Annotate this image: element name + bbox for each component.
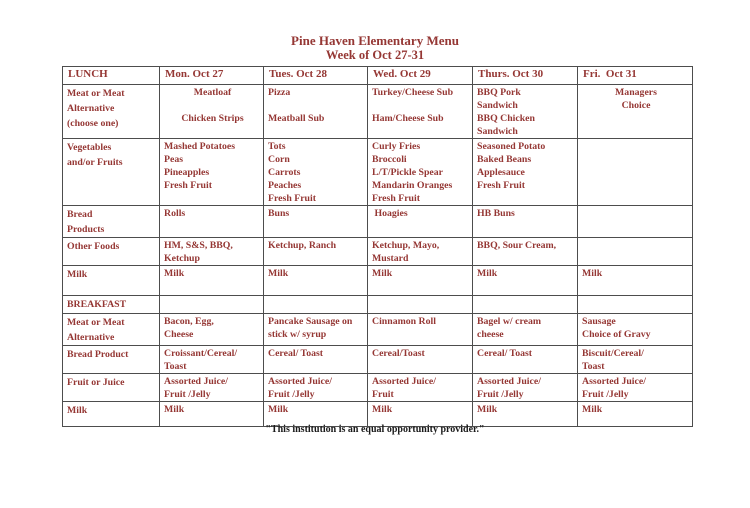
row-label (63, 266, 160, 296)
menu-item-line: BBQ, Sour Cream, (477, 240, 557, 251)
row-label (63, 139, 160, 206)
document-header (0, 33, 750, 62)
menu-cell (578, 266, 693, 296)
menu-cell (473, 374, 578, 402)
menu-cell (473, 238, 578, 266)
menu-item-line: Ham/Cheese Sub (372, 113, 444, 124)
table-row (63, 206, 693, 238)
menu-cell (368, 402, 473, 427)
menu-item-line: Sandwich (477, 126, 518, 137)
menu-cell (473, 266, 578, 296)
menu-cell (473, 402, 578, 427)
row-label (63, 346, 160, 374)
menu-cell (578, 206, 693, 238)
menu-item-line: Fresh Fruit (372, 193, 420, 204)
menu-item-line: Assorted Juice/ (372, 376, 436, 387)
menu-item-line: Peaches (268, 180, 302, 191)
menu-cell (160, 346, 264, 374)
menu-cell (578, 314, 693, 346)
menu-cell (578, 346, 693, 374)
menu-cell (473, 314, 578, 346)
menu-item-line (372, 99, 470, 112)
menu-cell (578, 85, 693, 139)
menu-cell (160, 206, 264, 238)
footer-note: "This institution is an equal opportunity provider." (265, 424, 485, 435)
row-label-line: Other Foods (67, 241, 120, 252)
menu-item-line (268, 99, 365, 112)
menu-cell (368, 314, 473, 346)
menu-item-line: Choice of Gravy (582, 329, 651, 340)
row-label-line: Meat or Meat (67, 88, 125, 99)
menu-item-line: Milk (582, 404, 603, 415)
column-header: Fri. Oct 31 (578, 67, 693, 85)
menu-item-line: Ketchup (164, 253, 200, 264)
menu-cell (368, 374, 473, 402)
menu-item-line: Rolls (164, 208, 186, 219)
menu-item-line: Fruit /Jelly (268, 389, 315, 400)
row-label-line: (choose one) (67, 118, 119, 129)
menu-item-line: Sandwich (477, 100, 518, 111)
menu-cell (264, 238, 368, 266)
menu-item-line: HM, S&S, BBQ, (164, 240, 233, 251)
menu-cell (473, 139, 578, 206)
menu-cell (264, 206, 368, 238)
menu-item-line: Milk (372, 404, 393, 415)
menu-item-line: Milk (164, 268, 185, 279)
row-label-line: BREAKFAST (67, 299, 127, 310)
menu-item-line: Curly Fries (372, 141, 421, 152)
menu-cell (473, 85, 578, 139)
menu-item-line: Milk (477, 268, 498, 279)
column-header: Tues. Oct 28 (264, 67, 368, 85)
column-header: Thurs. Oct 30 (473, 67, 578, 85)
row-label (63, 296, 160, 314)
menu-item-line: Fruit /Jelly (164, 389, 211, 400)
menu-item-line: BBQ Chicken (477, 113, 535, 124)
menu-item-line: Broccoli (372, 154, 407, 165)
menu-item-line: HB Buns (477, 208, 515, 219)
menu-item-line: Assorted Juice/ (582, 376, 646, 387)
menu-item-line: Assorted Juice/ (164, 376, 228, 387)
menu-cell (160, 374, 264, 402)
menu-item-line (164, 99, 261, 112)
menu-cell (264, 346, 368, 374)
menu-item-line: Tots (268, 141, 286, 152)
menu-item-line: Managers (615, 87, 657, 98)
menu-item-line: Cereal/Toast (372, 348, 425, 359)
menu-item-line: Applesauce (477, 167, 525, 178)
menu-item-line: Assorted Juice/ (477, 376, 541, 387)
menu-item-line: Cereal/ Toast (268, 348, 324, 359)
menu-item-line: Corn (268, 154, 290, 165)
column-header: Mon. Oct 27 (160, 67, 264, 85)
row-label-line: Milk (67, 405, 88, 416)
menu-item-line: Pancake Sausage on (268, 316, 353, 327)
menu-item-line: Milk (268, 404, 289, 415)
menu-item-line: Buns (268, 208, 290, 219)
menu-cell (368, 238, 473, 266)
menu-cell (264, 374, 368, 402)
menu-item-line: Croissant/Cereal/ (164, 348, 238, 359)
column-header: Wed. Oct 29 (368, 67, 473, 85)
menu-cell (578, 139, 693, 206)
section-row (63, 296, 693, 314)
row-label (63, 206, 160, 238)
table-row (63, 238, 693, 266)
menu-item-line: BBQ Pork (477, 87, 521, 98)
table-row (63, 85, 693, 139)
menu-item-line: Hoagies (372, 208, 408, 219)
menu-cell (264, 314, 368, 346)
menu-cell (264, 85, 368, 139)
menu-item-line: Fruit (372, 389, 394, 400)
menu-item-line: Cinnamon Roll (372, 316, 436, 327)
menu-cell (473, 346, 578, 374)
table-row (63, 314, 693, 346)
menu-cell (368, 206, 473, 238)
row-label-line: Bread Product (67, 349, 129, 360)
menu-item-line: Seasoned Potato (477, 141, 546, 152)
page-subtitle: Week of Oct 27-31 (325, 48, 425, 62)
table-row (63, 346, 693, 374)
menu-item-line: Bagel w/ cream (477, 316, 542, 327)
menu-cell (160, 85, 264, 139)
header-row (63, 67, 693, 85)
menu-cell (368, 346, 473, 374)
menu-item-line: Fruit /Jelly (582, 389, 629, 400)
table-row (63, 266, 693, 296)
menu-item-line: Mustard (372, 253, 409, 264)
menu-cell (264, 296, 368, 314)
menu-item-line: Milk (477, 404, 498, 415)
menu-cell (578, 296, 693, 314)
menu-item-line: Fresh Fruit (268, 193, 316, 204)
menu-item-line: Mashed Potatoes (164, 141, 236, 152)
menu-item-line: Bacon, Egg, (164, 316, 214, 327)
table-row (63, 374, 693, 402)
menu-item-line: Baked Beans (477, 154, 532, 165)
table-row (63, 402, 693, 427)
row-label (63, 314, 160, 346)
menu-item-line: Choice (621, 100, 651, 111)
menu-cell (160, 296, 264, 314)
row-label-line: Milk (67, 269, 88, 280)
menu-cell (264, 266, 368, 296)
menu-cell (473, 296, 578, 314)
row-label (63, 85, 160, 139)
menu-item-line: Fresh Fruit (477, 180, 525, 191)
row-label (63, 374, 160, 402)
menu-item-line: stick w/ syrup (268, 329, 327, 340)
table-row (63, 139, 693, 206)
menu-cell (473, 206, 578, 238)
menu-item-line: Biscuit/Cereal/ (582, 348, 644, 359)
menu-cell (264, 402, 368, 427)
menu-item-line: Toast (582, 361, 605, 372)
menu-table (62, 66, 693, 427)
menu-item-line: Pizza (268, 87, 291, 98)
row-label (63, 402, 160, 427)
menu-item-line: Toast (164, 361, 187, 372)
row-label-line: and/or Fruits (67, 157, 123, 168)
menu-cell (368, 266, 473, 296)
column-header: LUNCH (63, 67, 160, 85)
menu-item-line: Peas (164, 154, 184, 165)
menu-item-line: Fresh Fruit (164, 180, 212, 191)
menu-cell (160, 139, 264, 206)
row-label-line: Alternative (67, 103, 115, 114)
menu-item-line: Milk (582, 268, 603, 279)
menu-item-line: Carrots (268, 167, 301, 178)
menu-cell (160, 238, 264, 266)
menu-cell (264, 139, 368, 206)
row-label-line: Products (67, 224, 105, 235)
menu-cell (368, 139, 473, 206)
menu-item-line: Pineapples (164, 167, 210, 178)
menu-item-line: Sausage (582, 316, 616, 327)
menu-item-line: Ketchup, Ranch (268, 240, 337, 251)
menu-cell (160, 266, 264, 296)
menu-cell (578, 402, 693, 427)
menu-item-line: Meatball Sub (268, 113, 325, 124)
menu-cell (368, 296, 473, 314)
menu-item-line: Mandarin Oranges (372, 180, 453, 191)
row-label-line: Meat or Meat (67, 317, 125, 328)
menu-item-line: Meatloaf (193, 87, 232, 98)
menu-item-line: Ketchup, Mayo, (372, 240, 440, 251)
row-label-line: Vegetables (67, 142, 112, 153)
menu-cell (578, 374, 693, 402)
menu-cell (578, 238, 693, 266)
menu-item-line: Turkey/Cheese Sub (372, 87, 454, 98)
menu-item-line: Cheese (164, 329, 194, 340)
menu-item-line: Milk (164, 404, 185, 415)
menu-item-line: Milk (268, 268, 289, 279)
menu-item-line: Chicken Strips (181, 113, 244, 124)
row-label-line: Bread (67, 209, 93, 220)
row-label (63, 238, 160, 266)
menu-item-line: cheese (477, 329, 504, 340)
menu-item-line: Assorted Juice/ (268, 376, 332, 387)
menu-cell (368, 85, 473, 139)
page-title: Pine Haven Elementary Menu (291, 33, 459, 48)
row-label-line: Fruit or Juice (67, 377, 125, 388)
row-label-line: Alternative (67, 332, 115, 343)
menu-item-line: Cereal/ Toast (477, 348, 533, 359)
menu-item-line: L/T/Pickle Spear (372, 167, 444, 178)
menu-cell (160, 314, 264, 346)
menu-item-line: Fruit /Jelly (477, 389, 524, 400)
menu-cell (160, 402, 264, 427)
menu-item-line: Milk (372, 268, 393, 279)
